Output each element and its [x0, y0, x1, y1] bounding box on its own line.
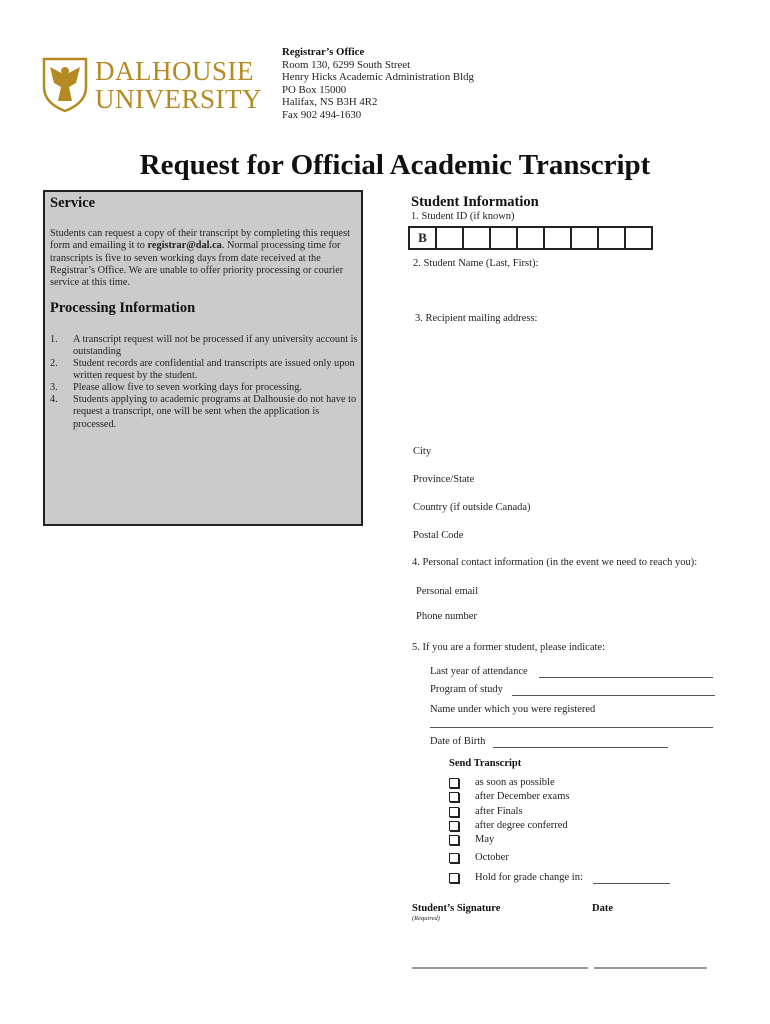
option-may[interactable] [449, 834, 494, 845]
option-hold[interactable] [449, 872, 583, 883]
id-digit-box[interactable] [545, 228, 572, 248]
dob-label: Date of Birth [430, 736, 486, 747]
province-label: Province/State [413, 474, 475, 485]
id-digit-box[interactable] [518, 228, 545, 248]
item-number: 2. [50, 358, 58, 369]
program-field[interactable] [512, 695, 715, 696]
item-text: Please allow five to seven working days for processing. [73, 382, 303, 393]
option-label: October [475, 852, 509, 863]
program-label: Program of study [430, 684, 503, 695]
postal-code-label: Postal Code [413, 530, 464, 541]
contact-label: 4. Personal contact information (in the event we need to reach you): [412, 557, 698, 568]
id-digit-box[interactable] [491, 228, 518, 248]
logo-line2: UNIVERSITY [95, 84, 262, 114]
student-name-label: 2. Student Name (Last, First): [413, 258, 539, 269]
option-label: May [475, 834, 495, 845]
registrar-email-link[interactable]: registrar@dal.ca [147, 240, 222, 252]
office-address [282, 46, 474, 122]
date-label: Date [592, 903, 613, 914]
option-december[interactable] [449, 791, 569, 802]
checkbox[interactable] [449, 807, 459, 817]
service-heading: Service [50, 195, 96, 211]
phone-label: Phone number [416, 611, 477, 622]
id-digit-box[interactable] [599, 228, 626, 248]
date-field[interactable] [594, 967, 707, 969]
option-label: after degree conferred [475, 820, 568, 831]
office-line: Halifax, NS B3H 4R2 [282, 96, 378, 109]
office-line: Henry Hicks Academic Administration Bldg [282, 71, 474, 84]
signature-field[interactable] [412, 967, 588, 969]
country-label: Country (if outside Canada) [413, 502, 531, 513]
office-title: Registrar’s Office [282, 46, 365, 58]
id-digit-box[interactable] [626, 228, 651, 248]
dalhousie-crest-icon [42, 57, 88, 118]
city-label: City [413, 446, 432, 457]
option-october[interactable] [449, 852, 509, 863]
item-number: 3. [50, 382, 58, 393]
page-title: Request for Official Academic Transcript [139, 149, 651, 181]
hold-term-field[interactable] [593, 883, 670, 884]
checkbox[interactable] [449, 792, 459, 802]
address-label: 3. Recipient mailing address: [415, 313, 538, 324]
service-text-b: . Normal processing time for transcripts is five to seven working days from date received at the Registrar’s Office. We are unable to offer priority processing or courier service at this time. [50, 240, 344, 289]
id-digit-box[interactable] [437, 228, 464, 248]
item-number: 4. [50, 394, 58, 405]
last-year-field[interactable] [539, 677, 713, 678]
checkbox[interactable] [449, 853, 459, 863]
checkbox[interactable] [449, 778, 459, 788]
student-id-label: 1. Student ID (if known) [411, 211, 515, 222]
service-panel [43, 190, 363, 526]
student-info-heading: Student Information [411, 194, 539, 210]
option-label: after December exams [475, 791, 570, 802]
item-text: Student records are confidential and transcripts are issued only upon written request by the student. [73, 358, 355, 382]
office-line: Fax 902 494-1630 [282, 108, 362, 121]
last-year-label: Last year of attendance [430, 666, 528, 677]
option-label: Hold for grade change in: [475, 872, 583, 883]
option-label: after Finals [475, 806, 523, 817]
signature-label: Student’s Signature [412, 903, 501, 914]
checkbox[interactable] [449, 873, 459, 883]
option-asap[interactable] [449, 777, 555, 788]
office-line: Room 130, 6299 South Street [282, 58, 411, 71]
option-label: as soon as possible [475, 777, 555, 788]
name-registered-label: Name under which you were registered [430, 704, 596, 715]
item-text: Students applying to academic programs at Dalhousie do not have to request a transcript, one will be sent when the application is processed. [73, 394, 357, 430]
checkbox[interactable] [449, 821, 459, 831]
id-prefix: B [410, 228, 437, 248]
item-number: 1. [50, 334, 58, 345]
id-digit-box[interactable] [572, 228, 599, 248]
logo-line1: DALHOUSIE [95, 56, 254, 86]
id-digit-box[interactable] [464, 228, 491, 248]
send-transcript-heading: Send Transcript [449, 758, 522, 769]
dob-field[interactable] [493, 747, 668, 748]
service-text-a: Students can request a copy of their transcript by completing this request form and emailing it to [50, 228, 350, 252]
processing-heading: Processing Information [50, 300, 196, 316]
email-label: Personal email [416, 586, 479, 597]
student-id-input[interactable] [408, 226, 653, 250]
checkbox[interactable] [449, 835, 459, 845]
name-registered-field[interactable] [430, 727, 713, 728]
office-line: PO Box 15000 [282, 83, 347, 96]
former-student-label: 5. If you are a former student, please indicate: [412, 642, 606, 653]
option-finals[interactable] [449, 806, 523, 817]
item-text: A transcript request will not be processed if any university account is outstanding [73, 334, 358, 358]
required-note: (Required) [412, 915, 440, 922]
service-text [50, 228, 358, 289]
option-degree[interactable] [449, 820, 568, 831]
